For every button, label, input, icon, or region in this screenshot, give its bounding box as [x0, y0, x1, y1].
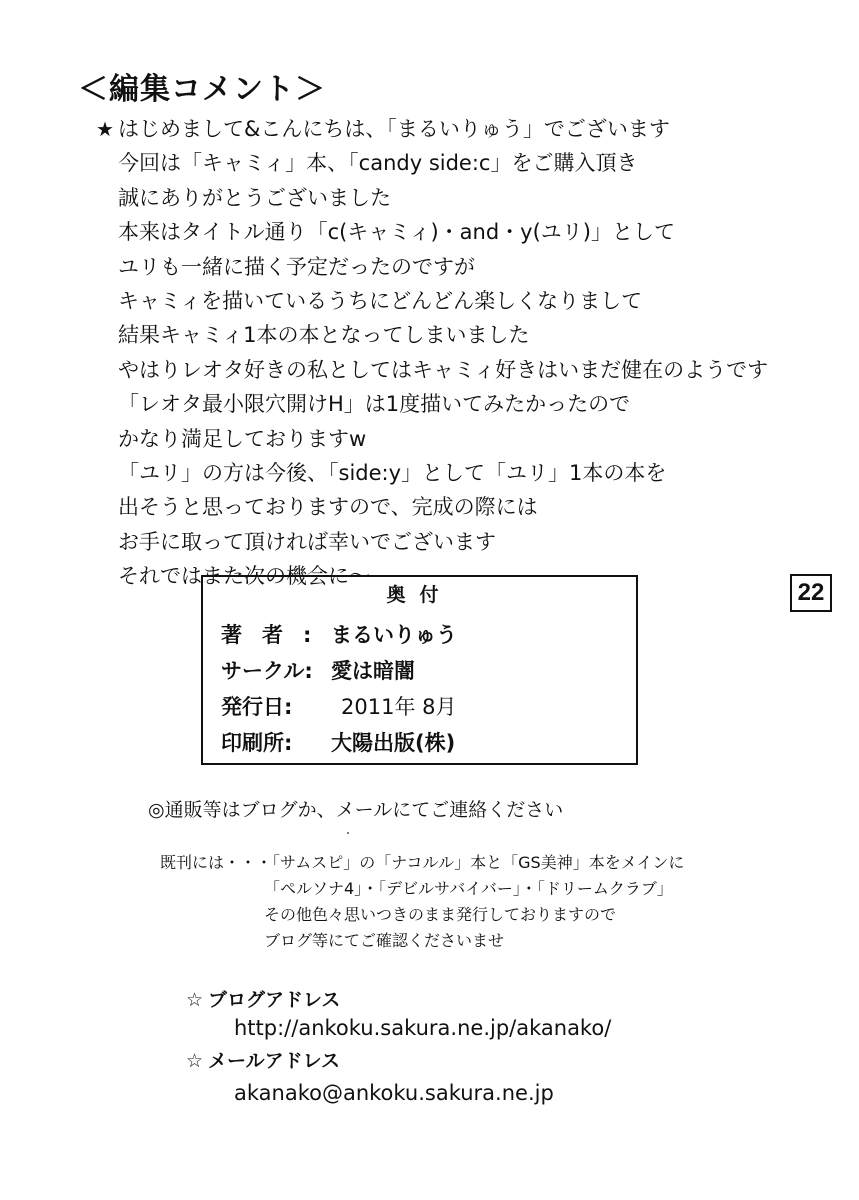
comment-line: やはりレオタ好きの私としてはキャミィ好きはいまだ健在のようです: [118, 357, 769, 382]
author-value: まるいりゅう: [331, 623, 457, 647]
star-outline-icon: ☆: [186, 989, 204, 1011]
comment-line: 本来はタイトル通り「c(キャミィ)・and・y(ユリ)」として: [118, 220, 675, 245]
date-value: 2011年 8月: [341, 695, 457, 719]
page-number: 22: [790, 574, 832, 612]
star-outline-icon: ☆: [186, 1050, 204, 1072]
colophon-box: [201, 575, 638, 765]
comment-line: キャミィを描いているうちにどんどん楽しくなりまして: [118, 288, 643, 313]
backlist-line: ブログ等にてご確認くださいませ: [264, 931, 505, 950]
colophon-printer-row: [221, 727, 455, 757]
printer-label: 印刷所:: [221, 731, 293, 755]
comment-line: お手に取って頂ければ幸いでございます: [118, 529, 496, 554]
comment-line: それではまた次の機会に～: [118, 564, 370, 589]
blog-url[interactable]: http://ankoku.sakura.ne.jp/akanako/: [234, 1016, 612, 1040]
mail-label: [186, 1046, 340, 1073]
backlist-line: 既刊には・・・「サムスピ」の「ナコルル」本と「GS美神」本をメインに: [160, 853, 685, 872]
colophon-title: 奥付: [386, 584, 453, 606]
circle-value: 愛は暗闇: [331, 659, 415, 683]
mail-label-text: メールアドレス: [208, 1050, 341, 1072]
comment-line: 「レオタ最小限穴開けH」は1度描いてみたかったので: [118, 392, 631, 417]
backlist-line: その他色々思いつきのまま発行しておりますので: [264, 905, 617, 924]
blog-label-text: ブログアドレス: [208, 989, 341, 1011]
date-label: 発行日:: [221, 695, 293, 719]
colophon-circle-row: [221, 655, 415, 685]
comment-line: [96, 112, 796, 146]
comment-line: かなり満足しておりますw: [118, 426, 367, 451]
printer-value: 大陽出版(株): [331, 731, 456, 755]
blog-label: [186, 985, 340, 1012]
comment-line: 誠にありがとうございました: [118, 185, 391, 210]
comment-line: 出そうと思っておりますので、完成の際には: [118, 495, 538, 520]
colophon-date-row: [221, 691, 456, 721]
comment-line: 結果キャミィ1本の本となってしまいました: [118, 323, 530, 348]
comment-line-text: はじめまして&こんにちは、「まるいりゅう」でございます: [118, 117, 670, 141]
comment-line: ユリも一緒に描く予定だったのですが: [118, 254, 475, 279]
stray-dot: [347, 832, 349, 834]
backlist-line: 「ペルソナ4」・「デビルサバイバー」・「ドリームクラブ」: [264, 879, 673, 898]
editor-comment: [96, 112, 796, 593]
mail-address[interactable]: akanako@ankoku.sakura.ne.jp: [234, 1081, 554, 1105]
page-heading: ＜編集コメント＞: [78, 72, 326, 107]
star-icon: ★: [96, 117, 114, 141]
colophon-author-row: [221, 619, 457, 649]
comment-line: 今回は「キャミィ」本、「candy side:c」をご購入頂き: [118, 151, 638, 176]
backlist-note: [160, 850, 684, 954]
author-label: 著者:: [221, 623, 332, 647]
comment-line: 「ユリ」の方は今後、「side:y」として「ユリ」1本の本を: [118, 460, 667, 485]
contact-note: ◎通販等はブログか、メールにてご連絡ください: [148, 799, 564, 821]
circle-label: サークル:: [221, 659, 313, 683]
